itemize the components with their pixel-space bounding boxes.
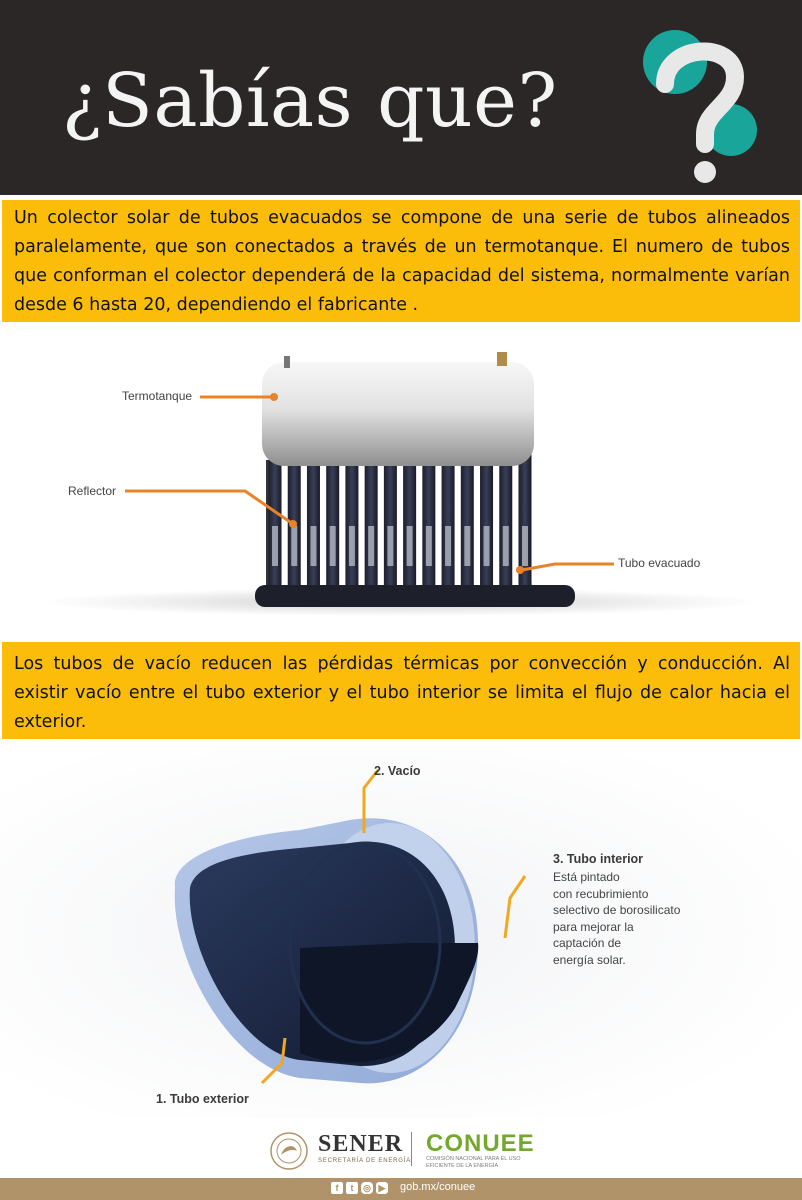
twitter-icon[interactable]: t [346,1182,358,1194]
evacuated-tube [480,448,493,596]
evacuated-tube [461,448,474,596]
reflector-pointer-dot [289,520,297,528]
website-link[interactable]: gob.mx/conuee [400,1181,476,1193]
tubo-evacuado-pointer [522,564,614,570]
tube-highlight [368,526,374,566]
tube-cross-section-figure [0,748,802,1118]
tube-highlight [503,526,509,566]
label-tubo-interior-desc [553,869,680,968]
tube-highlight [484,526,490,566]
info-band-2 [2,642,800,739]
tube-highlight [291,526,297,566]
info-text-1: Un colector solar de tubos evacuados se compone de una serie de tubos alineados paralelamente, que son conectados a través de un termotanque. El numero de tubos que conforman el colector dependerá de la capacidad del sistema, normalmente varían desde 6 hasta 20, dependiendo el fabricante . [14,208,790,315]
tube-highlight [407,526,413,566]
bottom-manifold [255,585,575,607]
tubo-interior-line: energía solar. [553,952,626,967]
tube-highlight [349,526,355,566]
tube-highlight [387,526,393,566]
tube-cross-section-illustration [0,748,802,1118]
tank-valve-left [284,356,290,368]
solar-collector-figure [0,330,802,630]
question-mark-icon [635,22,765,192]
evacuated-tube [384,448,397,596]
evacuated-tube [326,448,339,596]
sener-logo: SENER [318,1131,404,1157]
solar-collector-illustration [0,330,802,630]
evacuated-tube [365,448,378,596]
sener-subtitle: SECRETARÍA DE ENERGÍA [318,1158,412,1164]
info-band-1 [2,200,800,322]
tubo-interior-line: para mejorar la [553,919,634,934]
page-title: ¿Sabías que? [62,58,558,144]
evacuated-tube [422,448,435,596]
tank-valve-right [497,352,507,366]
tube-group [269,448,532,596]
tubo-interior-line: con recubrimiento [553,886,649,901]
facebook-icon[interactable]: f [331,1182,343,1194]
tube-highlight [310,526,316,566]
termotanque-pointer-dot [270,393,278,401]
mexico-seal-icon [268,1131,310,1171]
label-termotanque: Termotanque [122,389,193,403]
evacuated-tube [442,448,455,596]
tubo-interior-line: Está pintado [553,870,620,884]
termotanque-tank [262,362,534,466]
tubo-interior-line: selectivo de borosilicato [553,903,681,917]
question-dot [694,161,716,183]
tube-highlight [426,526,432,566]
label-tubo-exterior: 1. Tubo exterior [156,1092,249,1106]
evacuated-tube [307,448,320,596]
youtube-icon[interactable]: ▶ [376,1182,388,1194]
tubo-evacuado-pointer-dot [516,566,524,574]
header-banner [0,0,802,195]
label-tubo-evacuado: Tubo evacuado [618,556,701,570]
label-reflector: Reflector [68,484,117,498]
tube-highlight [522,526,528,566]
evacuated-tube [499,448,512,596]
logo-divider [411,1132,412,1166]
conuee-logo: CONUEE [426,1130,535,1157]
tube-highlight [445,526,451,566]
info-text-2: Los tubos de vacío reducen las pérdidas térmicas por convección y conducción. Al existir vacío entre el tubo exterior y el tubo interior se limita el flujo de calor hacia el exterior. [14,654,790,732]
tubo-interior-line: captación de [553,936,622,950]
label-vacio: 2. Vacío [374,764,421,778]
evacuated-tube [269,448,282,596]
tube-highlight [464,526,470,566]
evacuated-tube [345,448,358,596]
tube-highlight [330,526,336,566]
conuee-subtitle: COMISIÓN NACIONAL PARA EL USO EFICIENTE DE LA ENERGÍA [426,1156,521,1169]
label-tubo-interior-title: 3. Tubo interior [553,852,644,866]
evacuated-tube [403,448,416,596]
tube-highlight [272,526,278,566]
instagram-icon[interactable]: ◎ [361,1182,373,1194]
